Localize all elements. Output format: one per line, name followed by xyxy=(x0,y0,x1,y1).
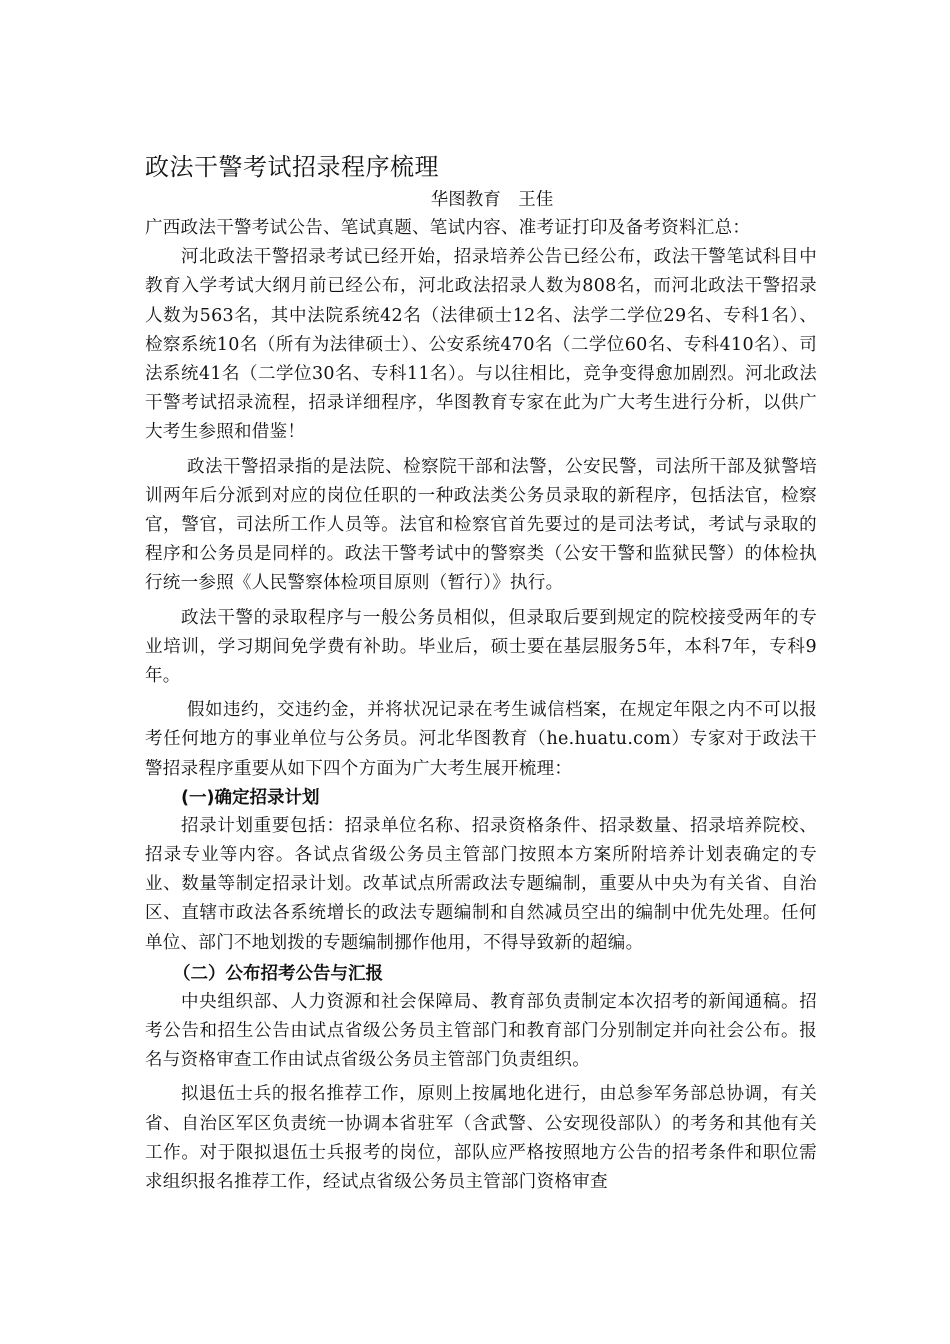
section-2-heading: （二）公布招考公告与汇报 xyxy=(173,963,383,984)
section-1-heading: (一)确定招录计划 xyxy=(181,787,320,808)
intro-line: 广西政法干警考试公告、笔试真题、笔试内容、准考证打印及备考资料汇总： xyxy=(145,218,751,238)
paragraph-2: 政法干警招录指的是法院、检察院干部和法警，公安民警，司法所干部及狱警培训两年后分派到对应的岗位任职的一种政法类公务员录取的新程序，包括法官，检察官，警官，司法所工作人员等。法官和检察官首先要过的是司法考试，考试与录取的程序和公务员是同样的。政法干警考试中的警察类（公安干警和监狱民警）的体检执行统一参照《人民警察体检项目原则（暂行）》执行。 xyxy=(145,456,817,594)
paragraph-1: 河北政法干警招录考试已经开始，招录培养公告已经公布，政法干警笔试科目中教育入学考试大纲月前已经公布，河北政法招录人数为808名，而河北政法干警招录人数为563名，其中法院系统42名（法律硕士12名、法学二学位29名、专科1名）、检察系统10名（所有为法律硕士）、公安系统470名（二学位60名、专科410名）、司法系统41名（二学位30名、专科11名）。与以往相比，竞争变得愈加剧烈。河北政法干警考试招录流程，招录详细程序，华图教育专家在此为广大考生进行分析，以供广大考生参照和借鉴！ xyxy=(145,247,817,443)
section-2-paragraph-2: 拟退伍士兵的报名推荐工作，原则上按属地化进行，由总参军务部总协调，有关省、自治区军区负责统一协调本省驻军（含武警、公安现役部队）的考务和其他有关工作。对于限拟退伍士兵报考的岗位，部队应严格按照地方公告的招考条件和职位需求组织报名推荐工作，经试点省级公务员主管部门资格审查 xyxy=(145,1084,817,1193)
section-1-paragraph-1: 招录计划重要包括：招录单位名称、招录资格条件、招录数量、招录培养院校、招录专业等内容。各试点省级公务员主管部门按照本方案所附培养计划表确定的专业、数量等制定招录计划。改革试点所需政法专题编制，重要从中央为有关省、自治区、直辖市政法各系统增长的政法专题编制和自然减员空出的编制中优先处理。任何单位、部门不地划拨的专题编制挪作他用，不得导致新的超编。 xyxy=(145,815,817,953)
paragraph-4: 假如违约，交违约金，并将状况记录在考生诚信档案，在规定年限之内不可以报考任何地方的事业单位与公务员。河北华图教育（he.huatu.com）专家对于政法干警招录程序重要从如下四个方面为广大考生展开梳理： xyxy=(145,700,817,779)
section-2-paragraph-1: 中央组织部、人力资源和社会保障局、教育部负责制定本次招考的新闻通稿。招考公告和招生公告由试点省级公务员主管部门和教育部门分别制定并向社会公布。报名与资格审查工作由试点省级公务员主管部门负责组织。 xyxy=(145,991,817,1071)
paragraph-3: 政法干警的录取程序与一般公务员相似，但录取后要到规定的院校接受两年的专业培训，学习期间免学费有补助。毕业后，硕士要在基层服务5年，本科7年，专科9年。 xyxy=(145,607,817,687)
document-title: 政法干警考试招录程序梳理 xyxy=(145,153,439,181)
document-body xyxy=(145,148,817,1197)
document-author: 华图教育 王佳 xyxy=(430,190,554,210)
